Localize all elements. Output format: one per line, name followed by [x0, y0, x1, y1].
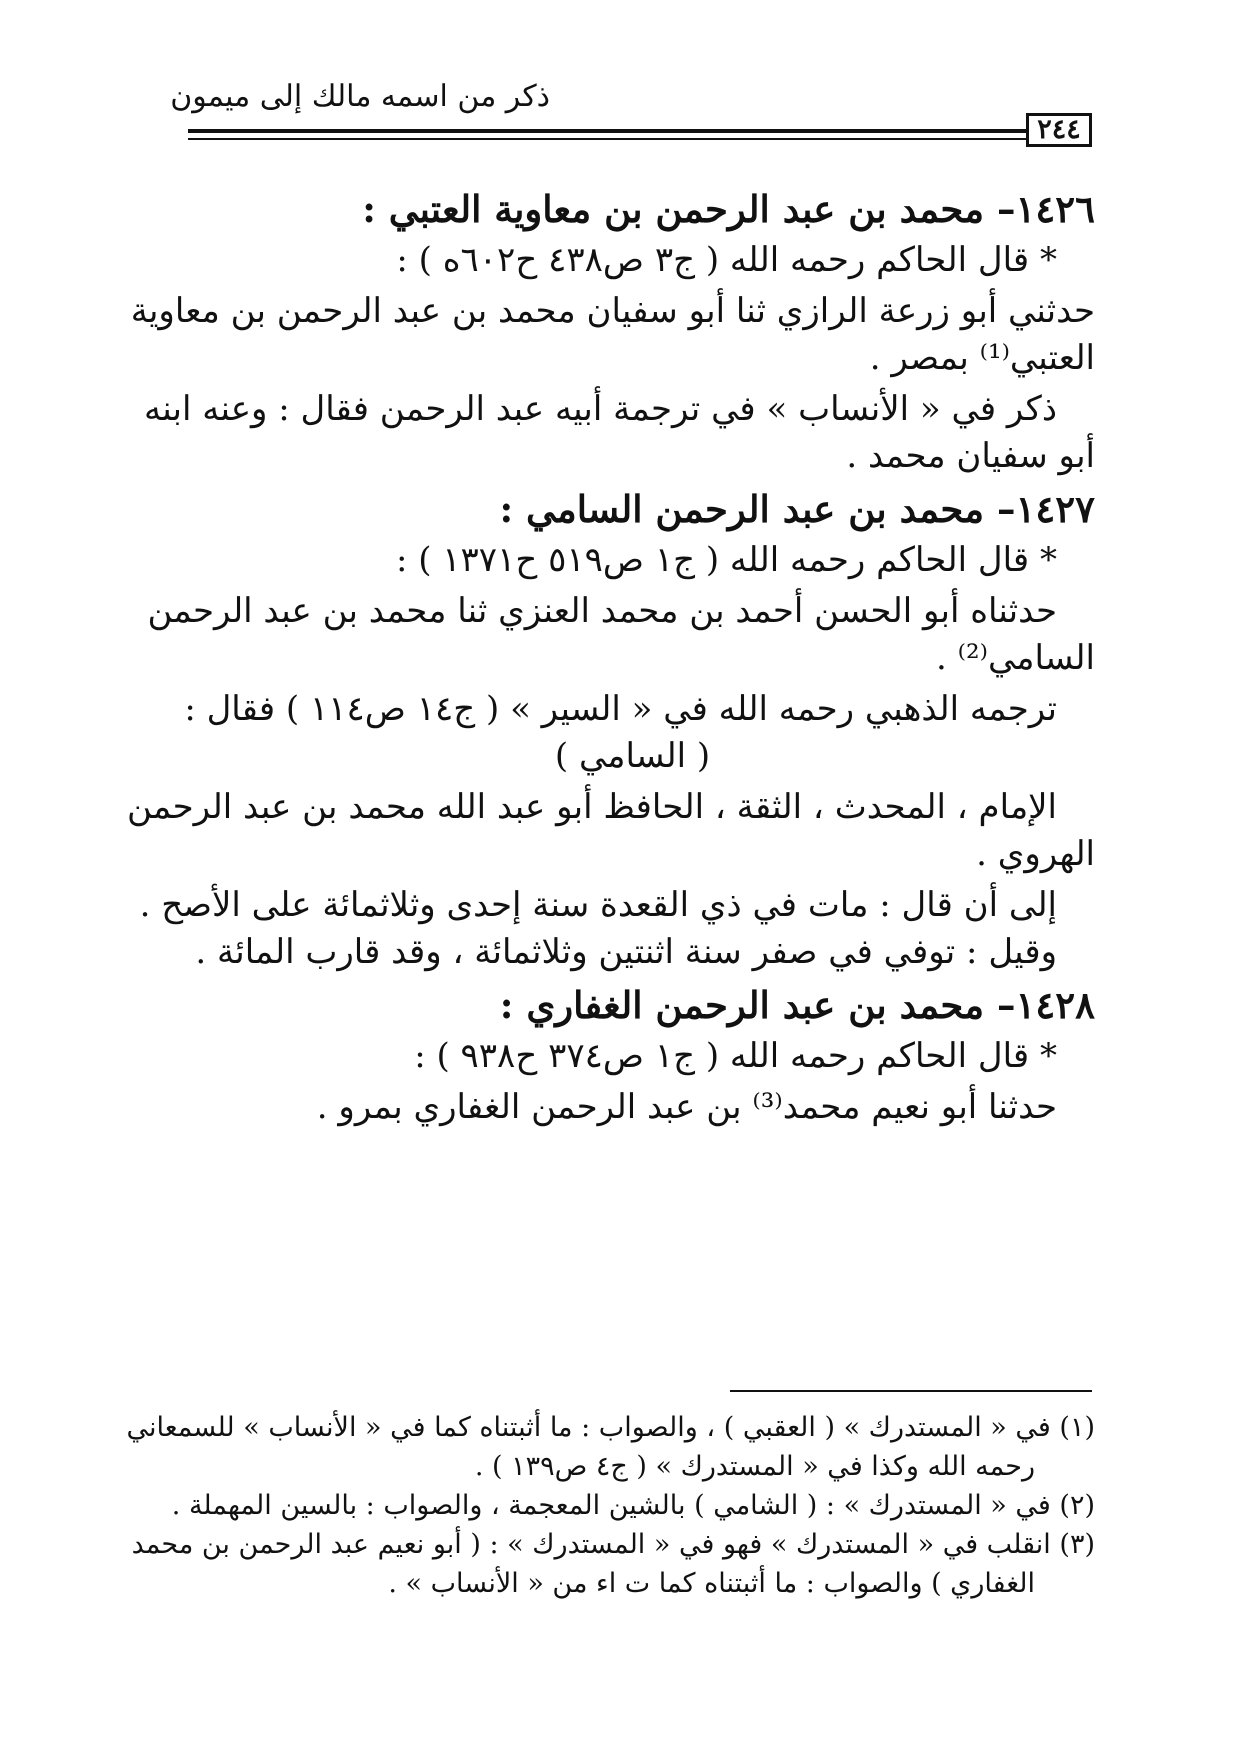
entry-title: ١٤٢٨– محمد بن عبد الرحمن الغفاري :	[499, 983, 1095, 1027]
paragraph-line: الإمام ، المحدث ، الثقة ، الحافظ أبو عبد الله محمد بن عبد الرحمن	[127, 787, 1057, 827]
header-rule-thick	[188, 129, 1026, 133]
paragraph-line: ذكر في « الأنساب » في ترجمة أبيه عبد الرحمن فقال : وعنه ابنه	[144, 389, 1057, 429]
footnote-1: (١) في « المستدرك » ( العقبي ) ، والصواب : ما أثبتناه كما في « الأنساب » للسمعاني	[126, 1412, 1095, 1443]
entry-title: ١٤٢٦– محمد بن عبد الرحمن بن معاوية العتبي :	[362, 187, 1095, 231]
source-citation: * قال الحاكم رحمه الله ( ج١ ص٥١٩ ح١٣٧١ ) :	[395, 540, 1057, 580]
paragraph-line: إلى أن قال : مات في ذي القعدة سنة إحدى وثلاثمائة على الأصح .	[139, 885, 1057, 925]
paragraph-line: وقيل : توفي في صفر سنة اثنتين وثلاثمائة ، وقد قارب المائة .	[195, 932, 1057, 972]
footnote-1-continued: رحمه الله وكذا في « المستدرك » ( ج٤ ص١٣٩ ) .	[474, 1451, 1035, 1482]
paragraph-line: السامي⁽²⁾ .	[935, 638, 1095, 678]
paragraph-line: العتبي⁽¹⁾ بمصر .	[869, 338, 1095, 378]
source-citation: * قال الحاكم رحمه الله ( ج٣ ص٤٣٨ ح٦٠٢ه ) :	[396, 240, 1057, 280]
footnote-separator	[730, 1390, 1092, 1392]
running-title: ذكر من اسمه مالك إلى ميمون	[170, 79, 550, 114]
entry-title: ١٤٢٧– محمد بن عبد الرحمن السامي :	[499, 487, 1095, 531]
quoted-heading: ( السامي )	[554, 736, 711, 776]
paragraph-line: حدثني أبو زرعة الرازي ثنا أبو سفيان محمد بن عبد الرحمن بن معاوية	[130, 291, 1095, 331]
source-citation: * قال الحاكم رحمه الله ( ج١ ص٣٧٤ ح٩٣٨ ) :	[414, 1036, 1057, 1076]
page-body	[127, 180, 1095, 1131]
paragraph-line: الهروي .	[976, 834, 1095, 874]
header-rule-thin	[188, 138, 1026, 140]
paragraph-line: حدثنا أبو نعيم محمد⁽³⁾ بن عبد الرحمن الغفاري بمرو .	[316, 1087, 1057, 1127]
paragraph-line: أبو سفيان محمد .	[846, 436, 1095, 476]
footnote-3-continued: الغفاري ) والصواب : ما أثبتناه كما ت اء من « الأنساب » .	[388, 1568, 1035, 1599]
footnote-3: (٣) انقلب في « المستدرك » فهو في « المستدرك » : ( أبو نعيم عبد الرحمن بن محمد	[131, 1529, 1095, 1560]
page-number: ٢٤٤	[1026, 113, 1092, 147]
paragraph-line: ترجمه الذهبي رحمه الله في « السير » ( ج١٤ ص١١٤ ) فقال :	[184, 689, 1057, 729]
footnote-2: (٢) في « المستدرك » : ( الشامي ) بالشين المعجمة ، والصواب : بالسين المهملة .	[171, 1490, 1095, 1521]
paragraph-line: حدثناه أبو الحسن أحمد بن محمد العنزي ثنا محمد بن عبد الرحمن	[147, 591, 1057, 631]
footnotes	[126, 1408, 1095, 1603]
